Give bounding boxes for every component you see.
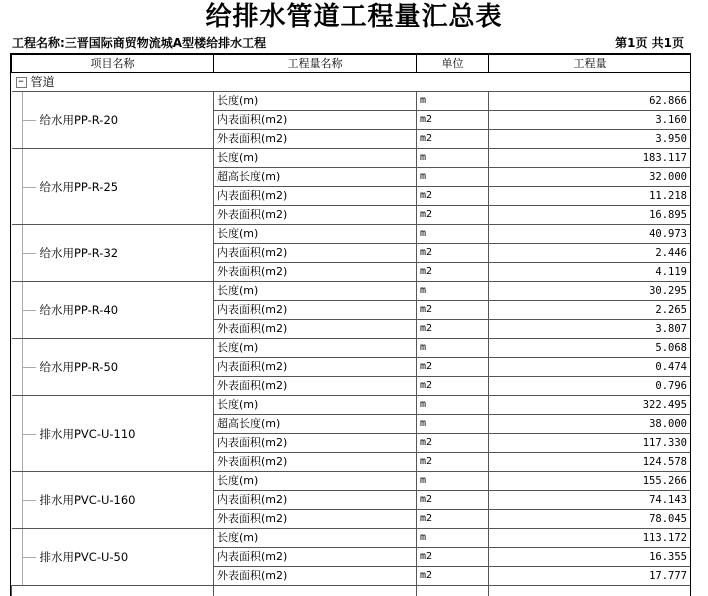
column-header-quantity[interactable]: 工程量 [489,55,692,73]
quantity-name-cell[interactable]: 外表面积(m2) [214,510,417,529]
quantity-table [11,54,691,596]
summary-sheet [10,53,691,596]
quantity-value-cell[interactable]: 0.474 [489,358,692,377]
unit-cell[interactable]: m2 [417,244,489,263]
quantity-name-cell[interactable]: 内表面积(m2) [214,244,417,263]
page-indicator: 第1页 共1页 [615,36,684,50]
item-name-cell[interactable] [12,225,214,282]
quantity-value-cell[interactable]: 32.000 [489,168,692,187]
quantity-name-cell[interactable]: 长度(m) [214,472,417,491]
unit-cell[interactable]: m2 [417,510,489,529]
unit-cell[interactable]: m2 [417,358,489,377]
unit-cell[interactable]: m2 [417,111,489,130]
unit-cell[interactable]: m2 [417,130,489,149]
item-name: 给水用PP-R-20 [39,113,119,127]
quantity-name-cell[interactable]: 外表面积(m2) [214,567,417,586]
empty-cell [417,586,489,596]
quantity-value-cell[interactable]: 2.446 [489,244,692,263]
unit-cell[interactable]: m2 [417,567,489,586]
quantity-value-cell[interactable]: 11.218 [489,187,692,206]
unit-cell[interactable]: m2 [417,453,489,472]
unit-cell[interactable]: m [417,339,489,358]
item-name: 给水用PP-R-50 [39,360,119,374]
table-row[interactable] [12,396,692,415]
table-body [12,73,692,596]
item-name-cell[interactable] [12,282,214,339]
unit-cell[interactable]: m2 [417,263,489,282]
header-row [12,55,692,73]
quantity-value-cell[interactable]: 117.330 [489,434,692,453]
column-header-quantity-name[interactable]: 工程量名称 [214,55,417,73]
quantity-name-cell[interactable]: 长度(m) [214,529,417,548]
quantity-value-cell[interactable]: 78.045 [489,510,692,529]
quantity-name-cell[interactable]: 外表面积(m2) [214,130,417,149]
item-name-cell[interactable] [12,149,214,225]
quantity-name-cell[interactable]: 长度(m) [214,225,417,244]
quantity-value-cell[interactable]: 3.950 [489,130,692,149]
item-name: 排水用PVC-U-160 [39,493,136,507]
quantity-name-cell[interactable]: 内表面积(m2) [214,548,417,567]
quantity-value-cell[interactable]: 4.119 [489,263,692,282]
item-name: 给水用PP-R-40 [39,303,119,317]
unit-cell[interactable]: m [417,529,489,548]
table-row[interactable] [12,92,692,111]
item-name-cell[interactable] [12,529,214,586]
unit-cell[interactable]: m2 [417,320,489,339]
group-label: 管道 [30,75,55,89]
quantity-value-cell[interactable]: 124.578 [489,453,692,472]
quantity-name-cell[interactable]: 长度(m) [214,339,417,358]
unit-cell[interactable]: m [417,282,489,301]
table-row[interactable] [12,282,692,301]
quantity-value-cell[interactable]: 0.796 [489,377,692,396]
tree-branch [22,434,36,435]
quantity-value-cell[interactable]: 62.866 [489,92,692,111]
unit-cell[interactable]: m2 [417,548,489,567]
table-row[interactable] [12,339,692,358]
collapse-toggle-icon[interactable]: − [16,77,27,88]
quantity-value-cell[interactable]: 38.000 [489,415,692,434]
quantity-value-cell[interactable]: 16.895 [489,206,692,225]
table-row[interactable] [12,529,692,548]
column-header-item[interactable]: 项目名称 [12,55,214,73]
quantity-value-cell[interactable]: 16.355 [489,548,692,567]
quantity-name-cell[interactable]: 内表面积(m2) [214,111,417,130]
quantity-value-cell[interactable]: 113.172 [489,529,692,548]
unit-cell[interactable]: m2 [417,377,489,396]
quantity-name-cell[interactable]: 长度(m) [214,149,417,168]
unit-cell[interactable]: m2 [417,206,489,225]
quantity-name-cell[interactable]: 内表面积(m2) [214,187,417,206]
tree-branch [22,253,36,254]
tree-branch [22,187,36,188]
item-name: 给水用PP-R-32 [39,246,119,260]
unit-cell[interactable]: m [417,415,489,434]
item-name-cell[interactable] [12,396,214,472]
table-row[interactable] [12,472,692,491]
quantity-value-cell[interactable]: 3.807 [489,320,692,339]
item-name: 排水用PVC-U-50 [39,550,129,564]
quantity-value-cell[interactable]: 5.068 [489,339,692,358]
unit-cell[interactable]: m2 [417,301,489,320]
table-row[interactable] [12,225,692,244]
quantity-name-cell[interactable]: 超高长度(m) [214,168,417,187]
quantity-name-cell[interactable]: 外表面积(m2) [214,453,417,472]
quantity-name-cell[interactable]: 内表面积(m2) [214,301,417,320]
unit-cell[interactable]: m [417,472,489,491]
quantity-name-cell[interactable]: 长度(m) [214,92,417,111]
quantity-value-cell[interactable]: 17.777 [489,567,692,586]
column-header-unit[interactable]: 单位 [417,55,489,73]
quantity-value-cell[interactable]: 183.117 [489,149,692,168]
quantity-name-cell[interactable]: 外表面积(m2) [214,377,417,396]
quantity-name-cell[interactable]: 内表面积(m2) [214,358,417,377]
quantity-value-cell[interactable]: 155.266 [489,472,692,491]
tree-branch [22,557,36,558]
quantity-value-cell[interactable]: 40.973 [489,225,692,244]
quantity-value-cell[interactable]: 3.160 [489,111,692,130]
quantity-name-cell[interactable]: 外表面积(m2) [214,206,417,225]
tree-branch [22,500,36,501]
quantity-value-cell[interactable]: 322.495 [489,396,692,415]
item-name-cell[interactable] [12,92,214,149]
unit-cell[interactable]: m [417,396,489,415]
project-name: 工程名称:三晋国际商贸物流城A型楼给排水工程 [12,36,267,50]
quantity-name-cell[interactable]: 长度(m) [214,282,417,301]
quantity-name-cell[interactable]: 超高长度(m) [214,415,417,434]
quantity-name-cell[interactable]: 外表面积(m2) [214,320,417,339]
group-row[interactable] [12,73,692,92]
item-name: 排水用PVC-U-110 [39,426,136,441]
unit-cell[interactable]: m [417,149,489,168]
table-row-empty [12,586,692,596]
empty-cell [214,586,417,596]
tree-branch [22,120,36,121]
quantity-name-cell[interactable]: 长度(m) [214,396,417,415]
quantity-name-cell[interactable]: 内表面积(m2) [214,434,417,453]
tree-branch [22,367,36,368]
unit-cell[interactable]: m [417,168,489,187]
group-cell[interactable] [12,73,692,92]
report-title: 给排水管道工程量汇总表 [205,2,503,32]
item-name-cell[interactable] [12,339,214,396]
item-name: 给水用PP-R-25 [39,179,119,194]
empty-cell [12,586,214,596]
quantity-value-cell[interactable]: 2.265 [489,301,692,320]
tree-branch [22,310,36,311]
unit-cell[interactable]: m2 [417,434,489,453]
quantity-value-cell[interactable]: 30.295 [489,282,692,301]
quantity-name-cell[interactable]: 内表面积(m2) [214,491,417,510]
unit-cell[interactable]: m2 [417,187,489,206]
unit-cell[interactable]: m [417,92,489,111]
unit-cell[interactable]: m2 [417,491,489,510]
item-name-cell[interactable] [12,472,214,529]
quantity-value-cell[interactable]: 74.143 [489,491,692,510]
empty-cell [489,586,692,596]
table-row[interactable] [12,149,692,168]
quantity-name-cell[interactable]: 外表面积(m2) [214,263,417,282]
unit-cell[interactable]: m [417,225,489,244]
